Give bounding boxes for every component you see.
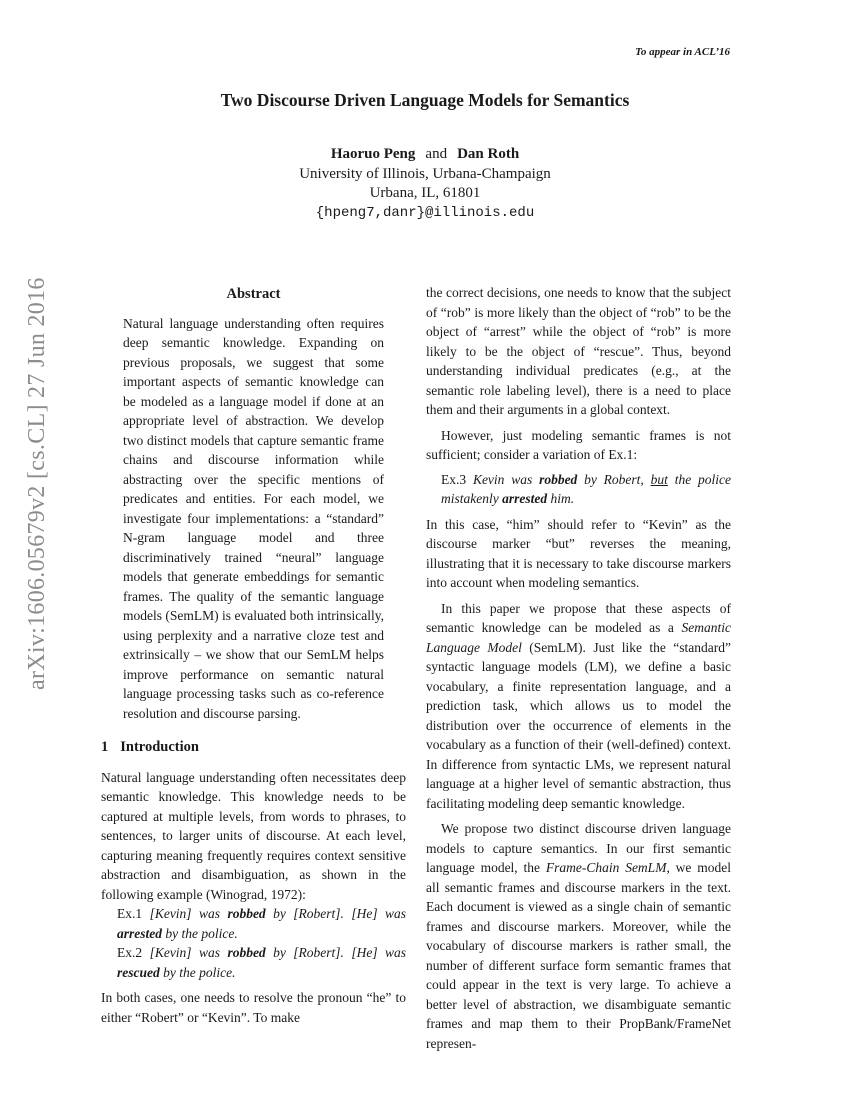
address: Urbana, IL, 61801 [369, 185, 481, 201]
example-2-verb: robbed [227, 945, 266, 960]
section-heading-introduction [101, 738, 406, 758]
email: {hpeng7,danr}@illinois.edu [315, 204, 535, 221]
example-1 [117, 904, 406, 943]
arxiv-identifier: arXiv:1606.05679v2 [cs.CL] 27 Jun 2016 [24, 277, 50, 690]
example-3-verb: robbed [539, 471, 578, 487]
paragraph-text: In this paper we propose that these aspects of semantic knowledge can be modeled as a [426, 600, 731, 635]
example-3-part: him. [550, 491, 575, 506]
example-3-part: the police mistakenly [441, 471, 731, 506]
right-column [426, 283, 731, 1053]
example-2-label: Ex.2 [117, 945, 143, 960]
left-column [101, 283, 406, 1027]
paper-title: Two Discourse Driven Language Models for Semantics [220, 90, 630, 110]
example-1-part: by [Robert]. [He] was [273, 906, 407, 921]
example-3 [441, 470, 731, 509]
example-1-verb: robbed [227, 906, 266, 921]
example-3-label: Ex.3 [441, 471, 467, 487]
paragraph-text: We propose two distinct discourse driven language models to capture semantics. In our first semantic language model, the [426, 821, 731, 875]
abstract-heading: Abstract [226, 286, 281, 302]
example-1-label: Ex.1 [117, 906, 143, 921]
example-2-part: [Kevin] was [149, 945, 220, 960]
paragraph-text: , we model all semantic frames and discourse markers in the text. Each document is viewed as a single chain of semantic frames and discourse markers. Moreover, while the vocabulary of discourse markers is rather small, the number of different surface form semantic frames that could appear in the text is very large. To achieve a better level of abstraction, we disambiguate semantic frames and map them to their PropBank/FrameNet represen- [426, 860, 731, 1051]
section-title: Introduction [120, 739, 199, 755]
right-paragraph-5 [426, 819, 731, 1053]
example-3-part: Kevin was [472, 471, 533, 487]
term-semlm: Semantic Language Model [426, 620, 732, 655]
author-1: Haoruo Peng [330, 146, 416, 162]
example-3-verb: arrested [502, 491, 548, 506]
example-3-part: by Robert, [584, 471, 644, 487]
example-2-verb: rescued [117, 964, 160, 980]
author-2: Dan Roth [457, 146, 520, 162]
right-paragraph-2: However, just modeling semantic frames is not sufficient; consider a variation of Ex.1: [426, 427, 731, 462]
right-paragraph-4 [426, 599, 731, 814]
intro-paragraph-2: In both cases, one needs to resolve the pronoun “he” to either “Robert” or “Kevin”. To make [101, 990, 406, 1025]
affiliation: University of Illinois, Urbana-Champaign [299, 165, 551, 182]
example-1-part: by the police. [165, 925, 238, 941]
section-number: 1 [101, 739, 109, 755]
paragraph-text: (SemLM). Just like the “standard” syntactic language models (LM), we define a basic vocabulary, a finite representation language, and a prediction task, which allows us to model the distribution over the occurrence of elements in the vocabulary as a function of their (well-defined) context. In difference from syntactic LMs, we represent natural language at a higher level of semantic abstraction, thus facilitating modeling deep semantic knowledge. [426, 639, 731, 811]
intro-paragraph-1: Natural language understanding often necessitates deep semantic knowledge. This knowledge needs to be captured at multiple levels, from words to phrases, to sentences, to larger units of discourse. At each level, capturing meaning frequently requires context sensitive abstraction and disambiguation, as shown in the following example (Winograd, 1972): [101, 769, 406, 902]
author-block [0, 145, 850, 223]
example-3-connective: but [650, 471, 668, 487]
example-2-part: by [Robert]. [He] was [273, 945, 407, 960]
example-2-part: by the police. [163, 964, 236, 980]
author-names [0, 145, 850, 165]
author-conjunction: and [425, 146, 448, 162]
term-frame-chain: Frame-Chain SemLM [545, 860, 667, 875]
venue-note: To appear in ACL’16 [635, 46, 730, 58]
right-paragraph-3: In this case, “him” should refer to “Kevin” as the discourse marker “but” reverses the meaning, illustrating that it is necessary to take discourse markers into account when modeling semantics. [426, 516, 731, 590]
example-1-part: [Kevin] was [149, 906, 220, 921]
example-2 [117, 943, 406, 982]
right-paragraph-1: the correct decisions, one needs to know that the subject of “rob” is more likely than the object of “rob” to be the object of “arrest” while the object of “rob” is more likely to be the object of “rescue”. Thus, beyond understanding individual predicates (e.g., at the semantic role labeling level), there is a need to place them and their arguments in a global context. [426, 285, 731, 417]
abstract-text: Natural language understanding often requires deep semantic knowledge. Expanding on previous proposals, we suggest that some important aspects of semantic knowledge can be modeled as a language model if done at an appropriate level of abstraction. We develop two distinct models that capture semantic frame chains and discourse information while abstracting over the specific mentions of predicates and entities. For each model, we investigate four implementations: a “standard” N-gram language model and three discriminatively trained “neural” language models that generate embeddings for semantic frames. The quality of the semantic language models (SemLM) is evaluated both intrinsically, using perplexity and a narrative cloze test and extrinsically – we show that our SemLM helps improve performance on semantic natural language processing tasks such as co-reference resolution and discourse parsing. [123, 315, 384, 721]
example-1-verb: arrested [117, 925, 162, 941]
